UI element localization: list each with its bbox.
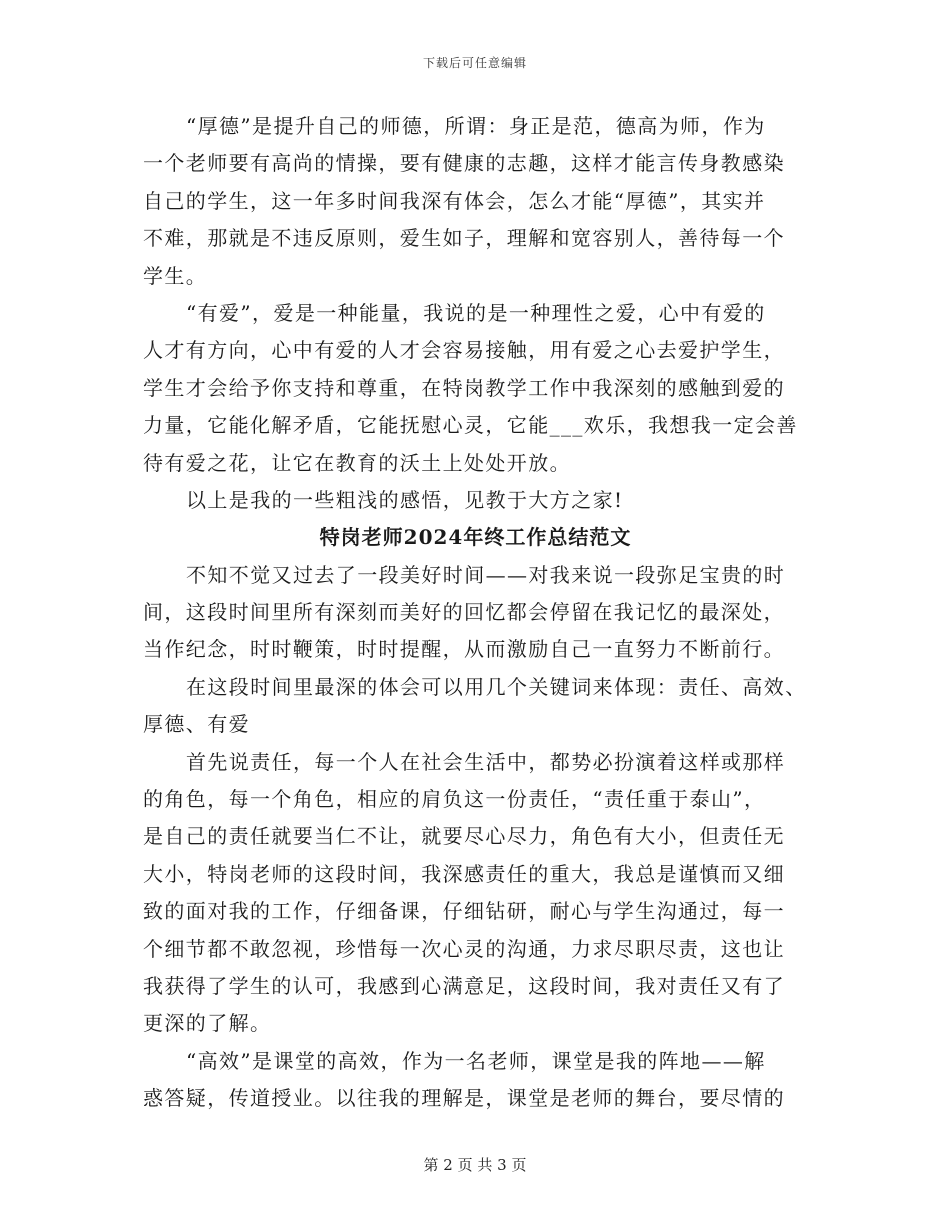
paragraph-line: 间，这段时间里所有深刻而美好的回忆都会停留在我记忆的最深处， bbox=[143, 600, 785, 625]
paragraph-line: 以上是我的一些粗浅的感悟，见教于大方之家! bbox=[186, 487, 624, 512]
paragraph-line: 自己的学生，这一年多时间我深有体会，怎么才能“厚德”，其实并 bbox=[143, 188, 766, 213]
paragraph-line: 惑答疑，传道授业。以往我的理解是，课堂是老师的舞台，要尽情的 bbox=[143, 1086, 785, 1111]
paragraph-line: 的角色，每一个角色，相应的肩负这一份责任，“责任重于泰山”， bbox=[143, 787, 766, 812]
document-body bbox=[143, 108, 808, 1118]
paragraph-line: 当作纪念，时时鞭策，时时提醒，从而激励自己一直努力不断前行。 bbox=[143, 637, 785, 662]
paragraph-line: 大小，特岗老师的这段时间，我深感责任的重大，我总是谨慎而又细 bbox=[143, 861, 785, 886]
paragraph-line: 不知不觉又过去了一段美好时间——对我来说一段弥足宝贵的时 bbox=[186, 562, 786, 587]
paragraph-line: 致的面对我的工作，仔细备课，仔细钻研，耐心与学生沟通过，每一 bbox=[143, 899, 785, 924]
paragraph-line: “高效”是课堂的高效，作为一名老师，课堂是我的阵地——解 bbox=[186, 1048, 766, 1073]
paragraph-line: 首先说责任，每一个人在社会生活中，都势必扮演着这样或那样 bbox=[186, 749, 786, 774]
paragraph-line: 力量，它能化解矛盾，它能抚慰心灵，它能___欢乐，我想我一定会善 bbox=[143, 413, 798, 438]
paragraph-line: 个细节都不敢忽视，珍惜每一次心灵的沟通，力求尽职尽责，这也让 bbox=[143, 936, 785, 961]
paragraph-line: 我获得了学生的认可，我感到心满意足，这段时间，我对责任又有了 bbox=[143, 973, 785, 998]
paragraph-line: 是自己的责任就要当仁不让，就要尽心尽力，角色有大小，但责任无 bbox=[143, 824, 785, 849]
paragraph-line: “有爱”，爱是一种能量，我说的是一种理性之爱，心中有爱的 bbox=[186, 300, 766, 325]
paragraph-line: 更深的了解。 bbox=[143, 1011, 272, 1036]
section-heading: 特岗老师2024年终工作总结范文 bbox=[319, 525, 632, 550]
paragraph-line: 学生。 bbox=[143, 263, 208, 288]
paragraph-line: 人才有方向，心中有爱的人才会容易接触，用有爱之心去爱护学生， bbox=[143, 338, 785, 363]
paragraph-line: 一个老师要有高尚的情操，要有健康的志趣，这样才能言传身教感染 bbox=[143, 151, 785, 176]
paragraph-line: 学生才会给予你支持和尊重，在特岗教学工作中我深刻的感触到爱的 bbox=[143, 375, 785, 400]
paragraph-line: “厚德”是提升自己的师德，所谓：身正是范，德高为师，作为 bbox=[186, 114, 766, 138]
paragraph-line: 在这段时间里最深的体会可以用几个关键词来体现：责任、高效、 bbox=[186, 674, 807, 699]
page-header: 下载后可任意编辑 bbox=[422, 56, 527, 70]
paragraph-line: 待有爱之花，让它在教育的沃土上处处开放。 bbox=[143, 450, 571, 475]
page-footer: 第 2 页 共 3 页 bbox=[423, 1156, 527, 1174]
paragraph-line: 不难，那就是不违反原则，爱生如子，理解和宽容别人，善待每一个 bbox=[143, 226, 785, 251]
paragraph-line: 厚德、有爱 bbox=[143, 712, 250, 737]
